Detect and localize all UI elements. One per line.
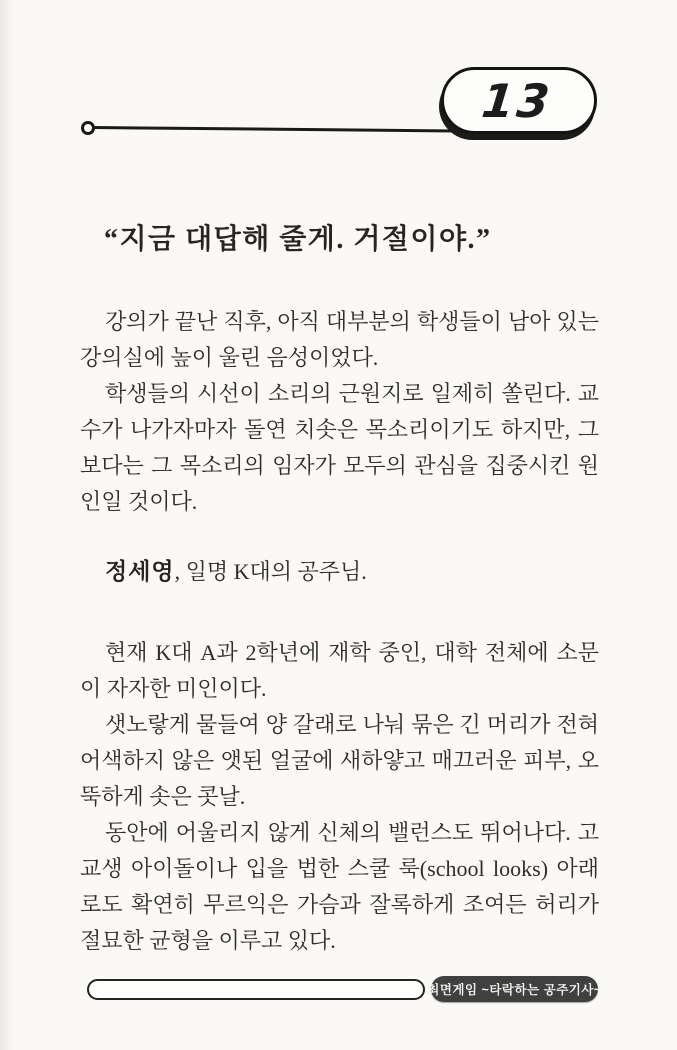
chapter-number-badge — [441, 67, 597, 134]
page-content — [80, 220, 599, 959]
character-intro-rest: , 일명 K대의 공주님. — [174, 559, 367, 584]
scan-edge-shading — [0, 0, 14, 1050]
character-intro-line — [80, 554, 599, 590]
paragraph: 강의가 끝난 직후, 아직 대부분의 학생들이 남아 있는 강의실에 높이 울린 음성이었다. — [80, 309, 599, 370]
chapter-connector-line — [93, 126, 455, 132]
character-name: 정세영 — [105, 559, 175, 584]
paragraph: 현재 K대 A과 2학년에 재학 중인, 대학 전체에 소문이 자자한 미인이다. — [80, 640, 599, 701]
series-title-badge — [427, 976, 602, 1002]
paragraph: 샛노랗게 물들여 양 갈래로 나눠 묶은 긴 머리가 전혀 어색하지 않은 앳된 얼굴에 새하얗고 매끄러운 피부, 오뚝하게 솟은 콧날. — [80, 712, 599, 809]
footer-blank-pill — [87, 979, 425, 1000]
paragraph: 동안에 어울리지 않게 신체의 밸런스도 뛰어나다. 고교생 아이돌이나 입을 법한 스쿨 룩(school looks) 아래로도 확연히 무르익은 가슴과 잘록하게 조여든 허리가 절묘한 균형을 이루고 있다. — [80, 820, 599, 953]
chapter-number: 13 — [479, 73, 555, 128]
series-title: 최면게임 ~타락하는 공주기사~ — [427, 983, 602, 997]
paragraph: 학생들의 시선이 소리의 근원지로 일제히 쏠린다. 교수가 나가자마자 돌연 치솟은 목소리이기도 하지만, 그보다는 그 목소리의 임자가 모두의 관심을 집중시킨 원인일 것이다. — [80, 381, 599, 514]
chapter-opening-quote: “지금 대답해 줄게. 거절이야.” — [104, 224, 492, 255]
